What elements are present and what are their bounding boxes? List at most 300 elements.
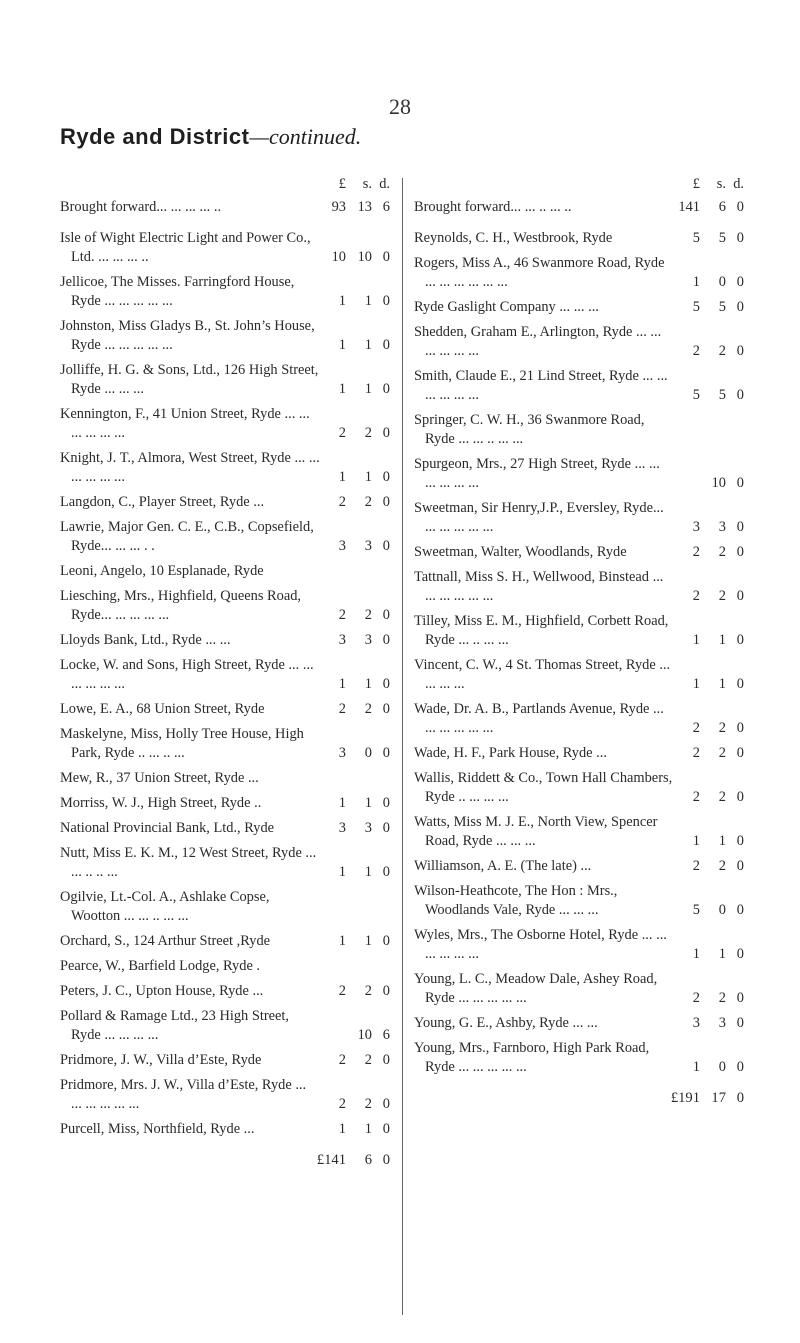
- amount: [320, 819, 390, 838]
- amount: [320, 248, 390, 267]
- amount-shillings: 3: [718, 1015, 726, 1031]
- amount-pence: 0: [736, 1015, 744, 1031]
- subscriber-name: Sweetman, Sir Henry,J.P., Eversley, Ryde... ... ... ... ... ...: [414, 500, 664, 535]
- amount-pounds: 3: [338, 632, 346, 648]
- amount-pence: 6: [382, 199, 390, 215]
- subscriber-name: Rogers, Miss A., 46 Swanmore Road, Ryde ... ... ... ... ... ...: [414, 255, 665, 290]
- subscriber-name: Maskelyne, Miss, Holly Tree House, High Park, Ryde .. ... .. ...: [60, 726, 304, 761]
- subscriber-entry: [60, 518, 390, 556]
- amount-pounds: 1: [692, 833, 700, 849]
- amount: [320, 537, 390, 556]
- amount-pounds: 1: [338, 337, 346, 353]
- amount-pounds: 2: [338, 607, 346, 623]
- amount-pounds: 2: [338, 494, 346, 510]
- amount-shillings: 1: [718, 676, 726, 692]
- amount-pounds: 2: [338, 701, 346, 717]
- subscriber-name: Reynolds, C. H., Westbrook, Ryde: [414, 230, 613, 246]
- amount-pence: 0: [736, 199, 744, 215]
- subscriber-entry: [414, 656, 744, 694]
- amount: [674, 474, 744, 493]
- amount: [674, 857, 744, 876]
- subscriber-entry: [414, 198, 744, 217]
- amount-shillings: 1: [718, 946, 726, 962]
- subscriber-entry: [60, 587, 390, 625]
- amount: [320, 907, 390, 926]
- amount-shillings: 1: [364, 864, 372, 880]
- subscriber-name: Lowe, E. A., 68 Union Street, Ryde: [60, 701, 265, 717]
- amount-shillings: 1: [364, 337, 372, 353]
- amount-pence: 0: [382, 469, 390, 485]
- amount-shillings: 2: [718, 789, 726, 805]
- amount-pence: 0: [736, 299, 744, 315]
- subscriber-name: Orchard, S., 124 Arthur Street ,Ryde: [60, 933, 271, 949]
- subscriber-name: Wallis, Riddett & Co., Town Hall Chambers, Ryde .. ... ... ...: [414, 770, 673, 805]
- amount-pence: 0: [736, 676, 744, 692]
- amount-pounds: 10: [331, 249, 346, 265]
- subscriber-entry: [60, 1007, 390, 1045]
- subscriber-entry: [414, 857, 744, 876]
- amount-pounds: 2: [338, 425, 346, 441]
- amount-pounds: 1: [338, 933, 346, 949]
- right-total: [414, 1089, 744, 1111]
- amount-pence: 0: [736, 833, 744, 849]
- amount-shillings: 3: [364, 538, 372, 554]
- amount-pounds: 1: [692, 946, 700, 962]
- subscriber-entry: [414, 1014, 744, 1033]
- subscriber-name: Leoni, Angelo, 10 Esplanade, Ryde: [60, 563, 264, 579]
- amount-shillings: 5: [718, 299, 726, 315]
- amount-pounds: 1: [338, 381, 346, 397]
- currency-header: [414, 175, 744, 194]
- amount-shillings: 5: [718, 387, 726, 403]
- subscriber-name: Smith, Claude E., 21 Lind Street, Ryde ... ... ... ... ... ...: [414, 368, 668, 403]
- amount-shillings: 2: [364, 425, 372, 441]
- amount-pounds: 141: [678, 199, 700, 215]
- amount-shillings: 2: [718, 544, 726, 560]
- amount-pounds: 1: [692, 632, 700, 648]
- amount-pounds: 1: [338, 1121, 346, 1137]
- total-pence: 0: [736, 1090, 744, 1106]
- total-shillings: 17: [711, 1090, 726, 1106]
- subscriber-entry: [414, 744, 744, 763]
- amount-shillings: 1: [364, 795, 372, 811]
- shillings-header: s.: [716, 176, 726, 192]
- subscriber-entry: [60, 932, 390, 951]
- amount-pence: 0: [382, 337, 390, 353]
- amount: [320, 957, 390, 976]
- right-entries: [414, 198, 744, 1077]
- amount-shillings: 0: [718, 1059, 726, 1075]
- amount-shillings: 1: [364, 381, 372, 397]
- amount: [674, 788, 744, 807]
- amount: [320, 468, 390, 487]
- amount-pence: 0: [736, 519, 744, 535]
- amount-pence: 0: [382, 425, 390, 441]
- subscriber-entry: [60, 1076, 390, 1114]
- amount-pounds: 2: [692, 544, 700, 560]
- subscriber-entry: [414, 455, 744, 493]
- subscriber-name: Mew, R., 37 Union Street, Ryde ...: [60, 770, 259, 786]
- amount-pence: 0: [736, 745, 744, 761]
- amount-shillings: 0: [718, 274, 726, 290]
- subscriber-name: Tattnall, Miss S. H., Wellwood, Binstead ... ... ... ... ... ...: [414, 569, 664, 604]
- subscriber-name: Ogilvie, Lt.-Col. A., Ashlake Copse, Wootton ... ... .. ... ...: [60, 889, 270, 924]
- subscriber-name: Vincent, C. W., 4 St. Thomas Street, Ryde ... ... ... ...: [414, 657, 671, 692]
- amount-pounds: 3: [338, 745, 346, 761]
- amount-shillings: 2: [364, 1052, 372, 1068]
- column-divider: [402, 178, 403, 1315]
- amount-shillings: 0: [718, 902, 726, 918]
- amount-pounds: 2: [338, 983, 346, 999]
- amount-pounds: 93: [331, 199, 346, 215]
- amount-shillings: 3: [718, 519, 726, 535]
- subscriber-entry: [414, 367, 744, 405]
- amount: [320, 769, 390, 788]
- subscriber-entry: [60, 405, 390, 443]
- subscriber-name: Isle of Wight Electric Light and Power Co., Ltd. ... ... ... ..: [60, 230, 311, 265]
- amount: [674, 901, 744, 920]
- amount-pence: 0: [382, 1096, 390, 1112]
- subscriber-entry: [414, 882, 744, 920]
- amount-shillings: 3: [364, 820, 372, 836]
- amount-pounds: 3: [692, 519, 700, 535]
- subscriber-name: Purcell, Miss, Northfield, Ryde ...: [60, 1121, 255, 1137]
- subscriber-entry: [414, 700, 744, 738]
- amount-pounds: 1: [338, 293, 346, 309]
- subscriber-entry: [414, 411, 744, 449]
- subscriber-name: Johnston, Miss Gladys B., St. John’s House, Ryde ... ... ... ... ...: [60, 318, 315, 353]
- subscriber-entry: [414, 769, 744, 807]
- amount: [320, 493, 390, 512]
- amount: [320, 562, 390, 581]
- amount: [674, 945, 744, 964]
- amount-pence: 6: [382, 1027, 390, 1043]
- amount-pence: 0: [736, 789, 744, 805]
- subscriber-entry: [414, 499, 744, 537]
- amount-shillings: 1: [364, 933, 372, 949]
- amount-shillings: 2: [718, 720, 726, 736]
- amount: [674, 298, 744, 317]
- amount: [320, 1095, 390, 1114]
- amount-pence: 0: [736, 588, 744, 604]
- amount: [320, 863, 390, 882]
- amount: [674, 832, 744, 851]
- amount: [674, 1058, 744, 1077]
- subscriber-name: Tilley, Miss E. M., Highfield, Corbett Road, Ryde ... .. ... ...: [414, 613, 669, 648]
- subscriber-entry: [60, 631, 390, 650]
- amount-shillings: 2: [718, 858, 726, 874]
- subscriber-name: Springer, C. W. H., 36 Swanmore Road, Ryde ... ... .. ... ...: [414, 412, 645, 447]
- amount-pence: 0: [382, 381, 390, 397]
- amount-pounds: 2: [692, 588, 700, 604]
- amount-pence: 0: [736, 544, 744, 560]
- amount: [674, 518, 744, 537]
- right-column: [414, 175, 744, 1111]
- amount-pence: 0: [382, 494, 390, 510]
- amount-pence: 0: [382, 293, 390, 309]
- amount-pounds: 3: [338, 538, 346, 554]
- shillings-header: s.: [362, 176, 372, 192]
- pence-header: d.: [379, 176, 390, 192]
- heading-continued: —continued.: [249, 124, 362, 149]
- amount-pence: 0: [382, 538, 390, 554]
- subscriber-name: Knight, J. T., Almora, West Street, Ryde ... ... ... ... ... ...: [60, 450, 320, 485]
- total-pounds: £141: [316, 1152, 346, 1168]
- subscriber-entry: [414, 323, 744, 361]
- amount-shillings: 1: [718, 833, 726, 849]
- subscriber-name: Morriss, W. J., High Street, Ryde ..: [60, 795, 262, 811]
- subscriber-name: Pridmore, J. W., Villa d’Este, Ryde: [60, 1052, 262, 1068]
- amount: [320, 380, 390, 399]
- amount: [320, 1051, 390, 1070]
- subscriber-name: Wilson-Heathcote, The Hon : Mrs., Woodlands Vale, Ryde ... ... ...: [414, 883, 618, 918]
- amount: [674, 386, 744, 405]
- amount-pounds: 2: [692, 720, 700, 736]
- subscriber-entry: [414, 254, 744, 292]
- total-shillings: 6: [364, 1152, 372, 1168]
- amount-pence: 0: [736, 387, 744, 403]
- amount-pounds: 2: [692, 789, 700, 805]
- amount-shillings: 2: [364, 1096, 372, 1112]
- amount: [674, 989, 744, 1008]
- subscriber-entry: [60, 725, 390, 763]
- subscriber-entry: [60, 819, 390, 838]
- amount-shillings: 5: [718, 230, 726, 246]
- subscriber-name: Young, G. E., Ashby, Ryde ... ...: [414, 1015, 598, 1031]
- amount: [674, 631, 744, 650]
- total-pence: 0: [382, 1152, 390, 1168]
- amount-pence: 0: [382, 795, 390, 811]
- subscriber-entry: [60, 493, 390, 512]
- amount-pence: 0: [382, 983, 390, 999]
- subscriber-entry: [60, 794, 390, 813]
- subscriber-name: Locke, W. and Sons, High Street, Ryde ... ... ... ... ... ...: [60, 657, 314, 692]
- amount: [320, 794, 390, 813]
- amount-shillings: 1: [364, 293, 372, 309]
- pence-header: d.: [733, 176, 744, 192]
- subscriber-entry: [60, 273, 390, 311]
- amount: [674, 744, 744, 763]
- amount: [320, 744, 390, 763]
- subscriber-name: Pollard & Ramage Ltd., 23 High Street, Ryde ... ... ... ...: [60, 1008, 290, 1043]
- amount-pounds: 1: [692, 676, 700, 692]
- subscriber-entry: [60, 562, 390, 581]
- subscriber-entry: [60, 769, 390, 788]
- amount: [674, 342, 744, 361]
- subscriber-entry: [414, 813, 744, 851]
- amount-shillings: 0: [364, 745, 372, 761]
- subscriber-entry: [60, 229, 390, 267]
- subscriber-entry: [60, 317, 390, 355]
- amount: [674, 198, 744, 217]
- amount-shillings: 2: [364, 701, 372, 717]
- section-heading: [60, 124, 361, 150]
- amount: [674, 675, 744, 694]
- subscriber-name: Williamson, A. E. (The late) ...: [414, 858, 592, 874]
- amount-pence: 0: [736, 632, 744, 648]
- amount: [320, 982, 390, 1001]
- amount-pence: 0: [382, 632, 390, 648]
- amount: [320, 932, 390, 951]
- subscriber-name: Jolliffe, H. G. & Sons, Ltd., 126 High Street, Ryde ... ... ...: [60, 362, 319, 397]
- subscriber-entry: [60, 700, 390, 719]
- amount-shillings: 1: [364, 469, 372, 485]
- amount-pence: 0: [736, 274, 744, 290]
- amount-pounds: 5: [692, 387, 700, 403]
- left-entries: [60, 198, 390, 1139]
- amount-shillings: 2: [718, 588, 726, 604]
- amount-shillings: 2: [718, 745, 726, 761]
- subscriber-name: Jellicoe, The Misses. Farringford House, Ryde ... ... ... ... ...: [60, 274, 295, 309]
- amount-pence: 0: [382, 864, 390, 880]
- subscriber-entry: [414, 612, 744, 650]
- amount: [320, 1026, 390, 1045]
- amount-pence: 0: [382, 607, 390, 623]
- amount-pounds: 5: [692, 230, 700, 246]
- pounds-header: £: [692, 176, 700, 192]
- subscriber-entry: [414, 568, 744, 606]
- subscriber-entry: [60, 198, 390, 217]
- amount-pence: 0: [382, 745, 390, 761]
- subscriber-entry: [414, 298, 744, 317]
- subscriber-entry: [60, 982, 390, 1001]
- subscriber-entry: [414, 543, 744, 562]
- amount: [320, 631, 390, 650]
- subscriber-entry: [60, 957, 390, 976]
- subscriber-name: Watts, Miss M. J. E., North View, Spencer Road, Ryde ... ... ...: [414, 814, 658, 849]
- subscriber-name: Wyles, Mrs., The Osborne Hotel, Ryde ... ... ... ... ... ...: [414, 927, 667, 962]
- amount: [320, 292, 390, 311]
- amount-shillings: 2: [718, 343, 726, 359]
- total-pounds: £191: [670, 1090, 700, 1106]
- amount: [674, 229, 744, 248]
- amount-pounds: 2: [692, 343, 700, 359]
- subscriber-name: Wade, Dr. A. B., Partlands Avenue, Ryde ... ... ... ... ... ...: [414, 701, 664, 736]
- subscriber-name: Pearce, W., Barfield Lodge, Ryde .: [60, 958, 261, 974]
- amount-shillings: 6: [718, 199, 726, 215]
- subscriber-name: Ryde Gaslight Company ... ... ...: [414, 299, 599, 315]
- amount-pence: 0: [736, 1059, 744, 1075]
- amount-shillings: 3: [364, 632, 372, 648]
- subscriber-entry: [60, 888, 390, 926]
- amount-pence: 0: [382, 249, 390, 265]
- subscriber-name: Lloyds Bank, Ltd., Ryde ... ...: [60, 632, 231, 648]
- amount-pence: 0: [736, 230, 744, 246]
- amount-shillings: 10: [357, 249, 372, 265]
- amount-shillings: 13: [357, 199, 372, 215]
- currency-header: [60, 175, 390, 194]
- amount-pence: 0: [382, 1052, 390, 1068]
- amount-pence: 0: [736, 990, 744, 1006]
- subscriber-name: Lawrie, Major Gen. C. E., C.B., Copsefield, Ryde... ... ... . .: [60, 519, 314, 554]
- subscriber-entry: [60, 1120, 390, 1139]
- subscriber-name: Nutt, Miss E. K. M., 12 West Street, Ryde ... ... .. .. ...: [60, 845, 317, 880]
- amount-pounds: 2: [338, 1096, 346, 1112]
- subscriber-name: Shedden, Graham E., Arlington, Ryde ... ... ... ... ... ...: [414, 324, 662, 359]
- amount-shillings: 2: [364, 983, 372, 999]
- subscriber-name: Pridmore, Mrs. J. W., Villa d’Este, Ryde ... ... ... ... ... ...: [60, 1077, 307, 1112]
- subscriber-entry: [60, 844, 390, 882]
- amount-pounds: 3: [692, 1015, 700, 1031]
- subscriber-entry: [414, 1039, 744, 1077]
- amount: [320, 198, 390, 217]
- amount: [674, 587, 744, 606]
- amount: [320, 700, 390, 719]
- pounds-header: £: [338, 176, 346, 192]
- amount-pence: 0: [382, 933, 390, 949]
- amount-shillings: 1: [364, 676, 372, 692]
- amount-shillings: 2: [718, 990, 726, 1006]
- amount: [674, 543, 744, 562]
- amount-pence: 0: [382, 701, 390, 717]
- amount-shillings: 2: [364, 494, 372, 510]
- page-number: 28: [389, 94, 411, 119]
- left-column: [60, 175, 390, 1173]
- amount-pounds: 2: [692, 745, 700, 761]
- amount: [320, 336, 390, 355]
- subscriber-name: Young, L. C., Meadow Dale, Ashey Road, Ryde ... ... ... ... ...: [414, 971, 658, 1006]
- amount-pounds: 1: [692, 1059, 700, 1075]
- amount-pence: 0: [736, 946, 744, 962]
- subscriber-entry: [60, 1051, 390, 1070]
- subscriber-name: Peters, J. C., Upton House, Ryde ...: [60, 983, 264, 999]
- amount: [674, 1014, 744, 1033]
- amount: [320, 675, 390, 694]
- amount-shillings: 1: [718, 632, 726, 648]
- amount-pounds: 1: [338, 795, 346, 811]
- amount: [674, 430, 744, 449]
- amount-pence: 0: [736, 902, 744, 918]
- amount-pounds: 1: [338, 676, 346, 692]
- amount-pence: 0: [736, 343, 744, 359]
- subscriber-entry: [414, 926, 744, 964]
- amount-pounds: 2: [338, 1052, 346, 1068]
- amount-pounds: 1: [338, 469, 346, 485]
- amount-pounds: 5: [692, 299, 700, 315]
- heading-title: Ryde and District: [60, 124, 250, 149]
- amount-pounds: 3: [338, 820, 346, 836]
- subscriber-entry: [414, 229, 744, 248]
- left-total: [60, 1151, 390, 1173]
- amount: [320, 1120, 390, 1139]
- amount: [674, 719, 744, 738]
- subscriber-name: Sweetman, Walter, Woodlands, Ryde: [414, 544, 627, 560]
- amount-pence: 0: [382, 676, 390, 692]
- amount-shillings: 10: [357, 1027, 372, 1043]
- amount-pounds: 2: [692, 858, 700, 874]
- subscriber-name: Spurgeon, Mrs., 27 High Street, Ryde ... ... ... ... ... ...: [414, 456, 660, 491]
- amount: [320, 606, 390, 625]
- amount-shillings: 1: [364, 1121, 372, 1137]
- amount: [320, 424, 390, 443]
- subscriber-name: Young, Mrs., Farnboro, High Park Road, Ryde ... ... ... ... ...: [414, 1040, 650, 1075]
- amount-pence: 0: [382, 820, 390, 836]
- amount-pounds: 1: [692, 274, 700, 290]
- amount-shillings: 10: [711, 475, 726, 491]
- subscriber-entry: [414, 970, 744, 1008]
- amount-pounds: 2: [692, 990, 700, 1006]
- subscriber-name: Kennington, F., 41 Union Street, Ryde ... ... ... ... ... ...: [60, 406, 310, 441]
- amount-pence: 0: [736, 720, 744, 736]
- subscriber-name: Wade, H. F., Park House, Ryde ...: [414, 745, 607, 761]
- subscriber-name: National Provincial Bank, Ltd., Ryde: [60, 820, 275, 836]
- subscriber-entry: [60, 656, 390, 694]
- amount-pence: 0: [736, 858, 744, 874]
- subscriber-name: Brought forward... ... .. ... ..: [414, 199, 572, 215]
- amount-pence: 0: [382, 1121, 390, 1137]
- subscriber-name: Liesching, Mrs., Highfield, Queens Road, Ryde... ... ... ... ...: [60, 588, 302, 623]
- subscriber-entry: [60, 449, 390, 487]
